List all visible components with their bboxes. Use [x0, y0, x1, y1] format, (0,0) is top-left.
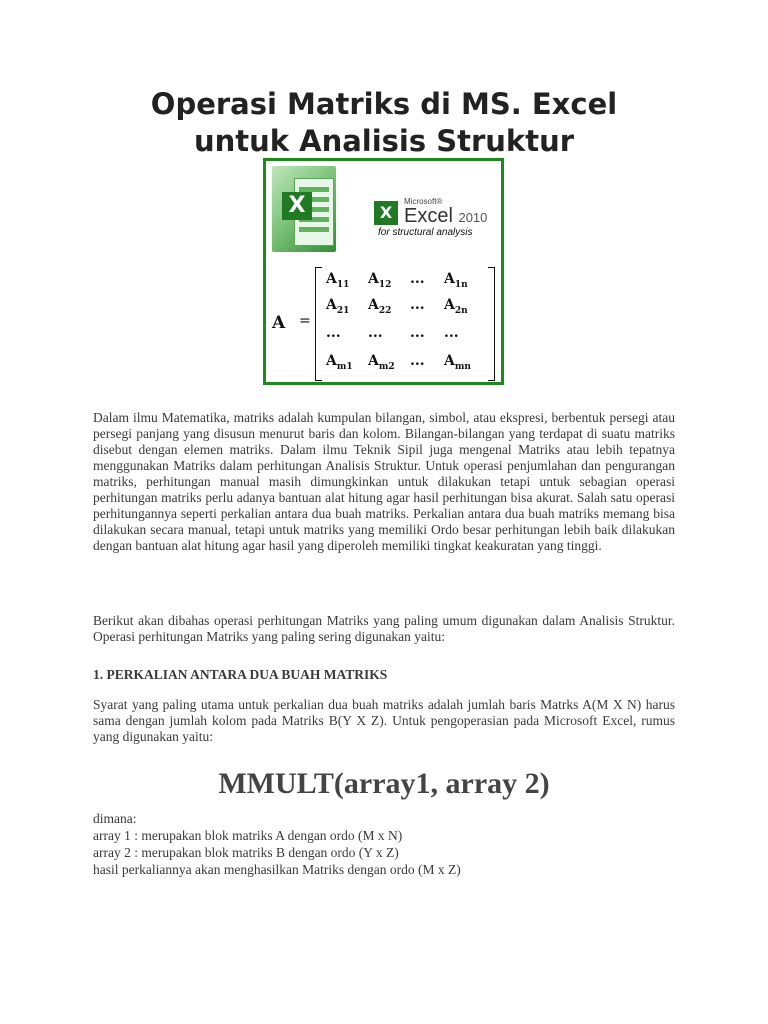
- matrix-cell: $A_{mn}$: [444, 353, 471, 372]
- section-paragraph: Syarat yang paling utama untuk perkalian dua buah matriks adalah jumlah baris Matrks A(M X N) harus sama dengan jumlah kolom pada Matriks B(Y X Z). Untuk pengoperasian pada Microsoft Excel, rumus yang digunakan yaitu:: [93, 697, 675, 744]
- matrix-cell: ...: [444, 325, 459, 341]
- document-title: [84, 86, 684, 160]
- excel-logo-icon: X: [374, 201, 398, 225]
- matrix-cell: ...: [326, 325, 341, 341]
- matrix-equals: =: [299, 313, 311, 329]
- matrix-cell: $A_{m1}$: [326, 353, 353, 372]
- excel-icon: [272, 166, 336, 252]
- matrix-cell: ...: [410, 325, 425, 341]
- logo-product: [404, 205, 487, 229]
- definition-array1: array 1 : merupakan blok matriks A dengan ordo (M x N): [93, 828, 403, 843]
- logo-microsoft: Microsoft®: [404, 197, 443, 206]
- matrix-cell: $A_{11}$: [326, 271, 350, 290]
- matrix-cell: $A_{1n}$: [444, 271, 468, 290]
- intro-paragraph: Dalam ilmu Matematika, matriks adalah kumpulan bilangan, simbol, atau ekspresi, berbentuk persegi atau persegi panjang yang disusun menurut baris dan kolom. Bilangan-bilangan yang terdapat di suatu matriks disebut dengan elemen matriks. Dalam ilmu Teknik Sipil juga mengenal Matriks atau lebih tepatnya menggunakan Matriks dalam perhitungan Analisis Struktur. Untuk operasi penjumlahan dan pengurangan matriks, perhitungan manual masih dimungkinkan untuk dilakukan tetapi untuk sebagian operasi perhitungan matriks perlu adanya bantuan alat hitung agar hasil perhitungan bisa akurat. Salah satu operasi perhitungannya seperti perkalian antara dua buah matriks. Perkalian antara dua buah matriks memang bisa dilakukan secara manual, tetapi untuk matriks yang memiliki Ordo besar perhitungan lebih baik dilakukan dengan bantuan alat hitung agar hasil yang diperoleh memiliki tingkat keakuratan yang tinggi.: [93, 410, 675, 553]
- matrix-cell: ...: [410, 271, 425, 287]
- logo-tagline: for structural analysis: [378, 227, 473, 238]
- matrix-left-bracket: [315, 267, 322, 381]
- definition-array2: array 2 : merupakan blok matriks B dengan ordo (Y x Z): [93, 845, 399, 860]
- matrix-label: A: [272, 313, 286, 333]
- matrix-cell: ...: [368, 325, 383, 341]
- matrix-cell: $A_{m2}$: [368, 353, 395, 372]
- matrix-cell: $A_{21}$: [326, 297, 350, 316]
- matrix-cell: $A_{12}$: [368, 271, 392, 290]
- second-paragraph: Berikut akan dibahas operasi perhitungan Matriks yang paling umum digunakan dalam Analisis Struktur. Operasi perhitungan Matriks yang paling sering digunakan yaitu:: [93, 613, 675, 644]
- title-line-2: untuk Analisis Struktur: [193, 124, 575, 158]
- logo-year: 2010: [458, 210, 488, 225]
- excel-matrix-figure: [263, 158, 504, 385]
- logo-excel-text: Excel: [404, 205, 453, 227]
- matrix-cell: ...: [410, 353, 425, 369]
- matrix-cell: $A_{22}$: [368, 297, 392, 316]
- formula: MMULT(array1, array 2): [218, 767, 550, 800]
- excel-badge: X: [282, 192, 312, 220]
- section-heading: 1. PERKALIAN ANTARA DUA BUAH MATRIKS: [93, 667, 388, 682]
- title-line-1: Operasi Matriks di MS. Excel: [150, 87, 618, 121]
- definition-result: hasil perkaliannya akan menghasilkan Matriks dengan ordo (M x Z): [93, 862, 461, 877]
- matrix-cell: ...: [410, 297, 425, 313]
- definitions-intro: dimana:: [93, 811, 137, 826]
- matrix-cell: $A_{2n}$: [444, 297, 468, 316]
- matrix-right-bracket: [488, 267, 495, 381]
